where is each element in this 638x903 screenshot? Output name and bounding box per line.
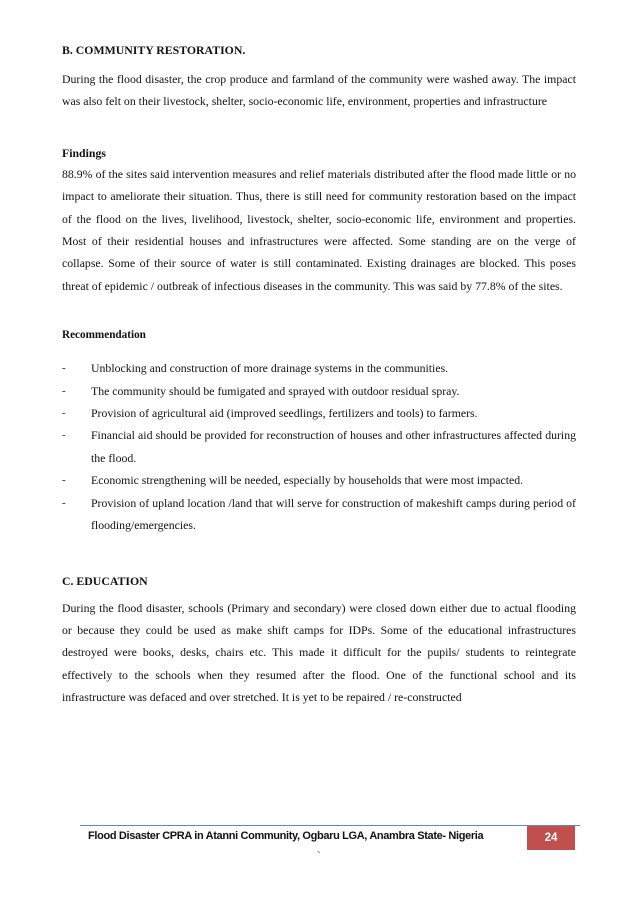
recommendation-list xyxy=(62,357,576,536)
bullet-dash: - xyxy=(62,496,66,509)
section-c-heading: C. EDUCATION xyxy=(62,573,148,588)
list-item: - Provision of agricultural aid (improved seedlings, fertilizers and tools) to farmers. xyxy=(62,402,576,424)
list-item: - Economic strengthening will be needed, especially by households that were most impacted. xyxy=(62,469,576,491)
page-content xyxy=(62,40,576,709)
bullet-dash: - xyxy=(62,474,66,487)
list-item: - Financial aid should be provided for reconstruction of houses and other infrastructures affected during the flood. xyxy=(62,424,576,469)
findings-heading: Findings xyxy=(62,145,106,160)
list-item: - The community should be fumigated and sprayed with outdoor residual spray. xyxy=(62,380,576,402)
page-number: 24 xyxy=(527,826,575,850)
list-item: - Provision of upland location /land that will serve for construction of makeshift camps during period of flooding/emergencies. xyxy=(62,492,576,537)
bullet-dash: - xyxy=(62,407,66,420)
findings-paragraph: 88.9% of the sites said intervention measures and relief materials distributed after the flood made little or no impact to ameliorate their situation. Thus, there is still need for community restoration based on the impact of the flood on the lives, livelihood, livestock, shelter, socio-economic life, environment and properties. Most of their residential houses and infrastructures were affected. Some standing are on the verge of collapse. Some of their source of water is still contaminated. Existing drainages are blocked. This poses threat of epidemic / outbreak of infectious diseases in the community. This was said by 77.8% of the sites. xyxy=(62,166,576,293)
list-item: - Unblocking and construction of more drainage systems in the communities. xyxy=(62,357,576,379)
section-b-heading: B. COMMUNITY RESTORATION. xyxy=(62,43,246,57)
section-b-paragraph: During the flood disaster, the crop produce and farmland of the community were washed away. The impact was also felt on their livestock, shelter, socio-economic life, environment, properties and infrastructure xyxy=(62,72,576,109)
bullet-dash: - xyxy=(62,362,66,375)
section-c-paragraph: During the flood disaster, schools (Primary and secondary) were closed down either due to actual flooding or because they could be used as make shift camps for IDPs. Some of the educational infrastructures destroyed were books, desks, chairs etc. This made it difficult for the pupils/ students to reintegrate effectively to the schools when they resumed after the flood. One of the functional school and its infrastructure was defaced and over stretched. It is yet to be repaired / re-constructed xyxy=(62,600,576,705)
footer-mark: ` xyxy=(317,850,321,862)
footer-title: Flood Disaster CPRA in Atanni Community, Ogbaru LGA, Anambra State- Nigeria xyxy=(88,830,484,842)
recommendation-heading: Recommendation xyxy=(62,329,146,342)
bullet-dash: - xyxy=(62,384,66,397)
bullet-dash: - xyxy=(62,429,66,442)
footer-rule xyxy=(80,825,580,826)
